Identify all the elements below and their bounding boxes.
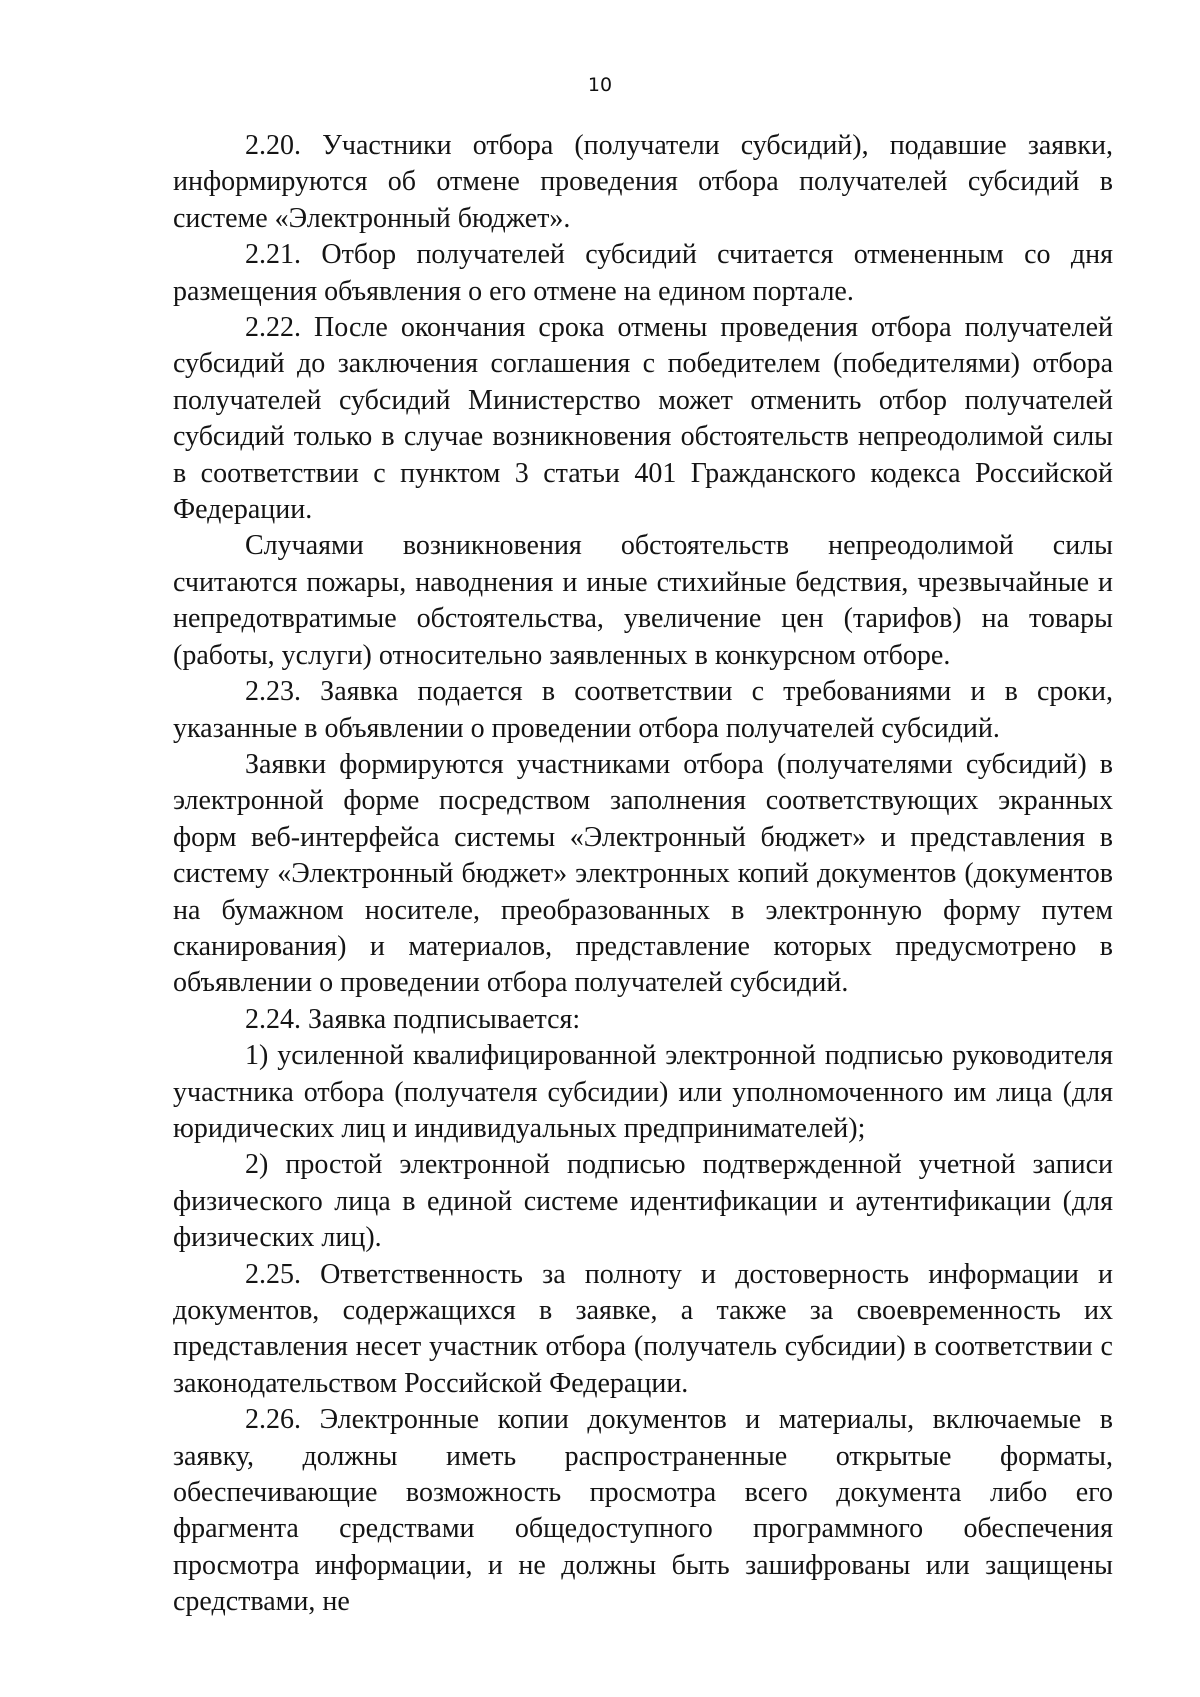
paragraph-2-25: 2.25. Ответственность за полноту и достоверность информации и документов, содержащихся в заявке, а также за своевременность их представления несет участник отбора (получатель субсидии) в соответствии с законодательством Российской Федерации. bbox=[173, 1258, 1113, 1399]
paragraph-item-2: 2) простой электронной подписью подтвержденной учетной записи физического лица в единой системе идентификации и аутентификации (для физических лиц). bbox=[173, 1149, 1113, 1254]
paragraph-2-20: 2.20. Участники отбора (получатели субсидий), подавшие заявки, информируются об отмене проведения отбора получателей субсидий в системе «Электронный бюджет». bbox=[173, 130, 1113, 234]
paragraph-2-22: 2.22. После окончания срока отмены проведения отбора получателей субсидий до заключения соглашения с победителем (победителями) отбора получателей субсидий Министерство может отменить отбор получателей субсидий только в случае возникновения обстоятельств непреодолимой силы в соответствии с пунктом 3 статьи 401 Гражданского кодекса Российской Федерации. bbox=[173, 312, 1113, 526]
document-body bbox=[173, 128, 1113, 1621]
paragraph-applications: Заявки формируются участниками отбора (получателями субсидий) в электронной форме посредством заполнения соответствующих экранных форм веб-интерфейса системы «Электронный бюджет» и представления в систему «Электронный бюджет» электронных копий документов (документов на бумажном носителе, преобразованных в электронную форму путем сканирования) и материалов, представление которых предусмотрено в объявлении о проведении отбора получателей субсидий. bbox=[173, 748, 1113, 999]
paragraph-2-26: 2.26. Электронные копии документов и материалы, включаемые в заявку, должны иметь распространенные открытые форматы, обеспечивающие возможность просмотра всего документа либо его фрагмента средствами общедоступного программного обеспечения просмотра информации, и не должны быть зашифрованы или защищены средствами, не bbox=[173, 1404, 1113, 1618]
paragraph-item-1: 1) усиленной квалифицированной электронной подписью руководителя участника отбора (получателя субсидии) или уполномоченного им лица (для юридических лиц и индивидуальных предпринимателей); bbox=[173, 1040, 1113, 1144]
paragraph-2-21: 2.21. Отбор получателей субсидий считается отмененным со дня размещения объявления о его отмене на едином портале. bbox=[173, 239, 1113, 307]
page-number: 10 bbox=[587, 74, 613, 96]
paragraph-2-23: 2.23. Заявка подается в соответствии с требованиями и в сроки, указанные в объявлении о проведении отбора получателей субсидий. bbox=[173, 676, 1113, 744]
paragraph-2-24: 2.24. Заявка подписывается: bbox=[245, 1003, 581, 1035]
paragraph-force-majeure: Случаями возникновения обстоятельств непреодолимой силы считаются пожары, наводнения и иные стихийные бедствия, чрезвычайные и непредотвратимые обстоятельства, увеличение цен (тарифов) на товары (работы, услуги) относительно заявленных в конкурсном отборе. bbox=[173, 530, 1113, 671]
